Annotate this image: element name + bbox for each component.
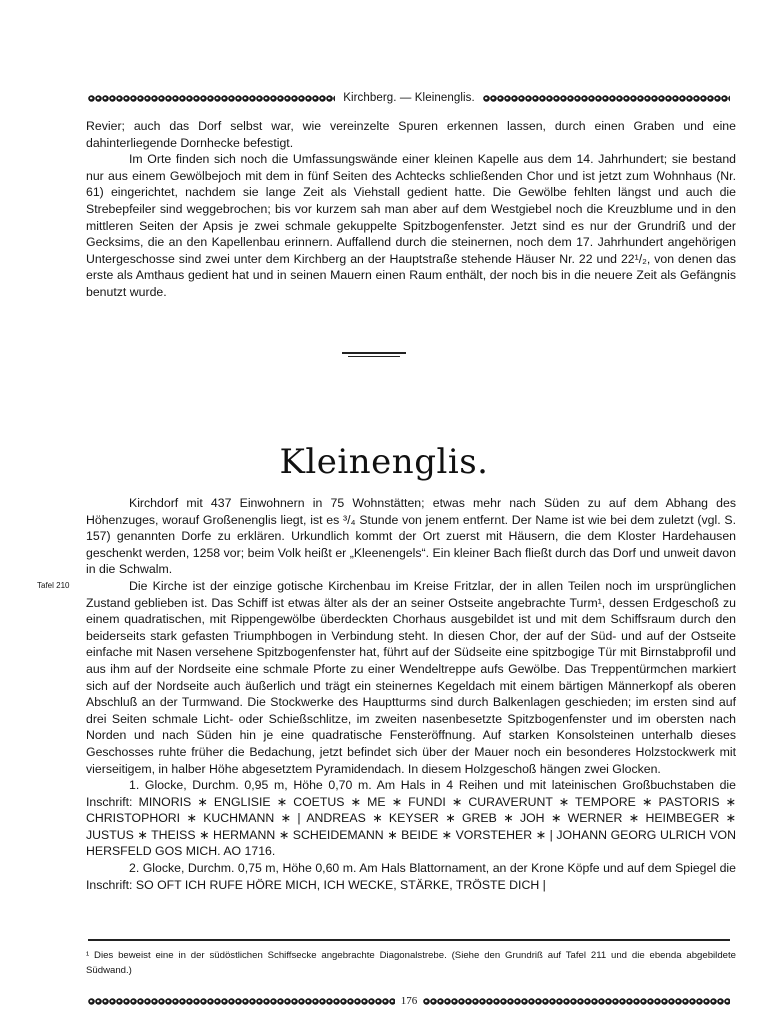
continued-paragraph: Revier; auch das Dorf selbst war, wie vereinzelte Spuren erkennen lassen, durch einen Graben und eine dahinterliegende Dornhecke befestigt. (86, 119, 736, 150)
footer-ornament-left (88, 997, 395, 1006)
page-footer (88, 992, 730, 1010)
section-title: Kleinenglis. (279, 441, 489, 482)
footer-ornament-right (423, 997, 730, 1006)
footnote-rule (88, 939, 730, 941)
intro-paragraph: Kirchdorf mit 437 Einwohnern in 75 Wohnstätten; etwas mehr nach Süden zu auf dem Abhang des Höhenzuges, worauf Großenenglis liegt, ist es ³/₄ Stunde von jenem entfernt. Der Name ist wie bei dem zuletzt (vgl. S. 157) genannten Dorfe zu erklären. Urkundlich kommt der Ort zuerst mit Häusern, die dem Kloster Hardehausen geschenkt werden, 1258 vor; beim Volk heißt er „Kleenengels“. Ein kleiner Bach fließt durch das Dorf und unweit davon in die Schwalm. (86, 496, 736, 577)
section-divider (342, 352, 406, 359)
footnote: ¹ Dies beweist eine in der südöstlichen Schiffsecke angebrachte Diagonalstrebe. (Siehe den Grundriß auf Tafel 211 und die ebenda abgebildete Südwand.) (86, 950, 736, 976)
page-number: 176 (400, 995, 418, 1007)
main-text-block (86, 495, 736, 893)
bell-2-paragraph: 2. Glocke, Durchm. 0,75 m, Höhe 0,60 m. Am Hals Blattornament, an der Krone Köpfe und auf dem Spiegel die Inschrift: SO OFT ICH RUFE HÖRE MICH, ICH WECKE, STÄRKE, TRÖSTE DICH | (86, 861, 736, 892)
top-text-block (86, 118, 736, 301)
church-paragraph: Die Kirche ist der einzige gotische Kirchenbau im Kreise Fritzlar, der in allen Teilen noch im ursprünglichen Zustand geblieben ist. Das Schiff ist etwas älter als der an seiner Ostseite angebrachte Turm¹, dessen Erdgeschoß zu einem quadratischen, mit Rippengewölbe überdeckten Chorhaus ausgebildet ist und mit dem Schiffsraum durch den beiderseits stark gefasten Triumphbogen in Verbindung steht. In diesen Chor, der auf der Süd- und auf der Ostseite einfache mit Nasen versehene Spitzbogenfenster hat, führt auf der Südseite eine spitzbogige Tür mit Birnstabprofil und aus ihm auf der Nordseite eine schmale Pforte zu einer Wendeltreppe aufs Gewölbe. Das Treppentürmchen markiert sich auf der Nordseite auch äußerlich und trägt ein steinernes Kegeldach mit einem bärtigen Männerkopf als oberen Abschluß an der Turmwand. Die Stockwerke des Hauptturms sind durch Balkenlagen geschieden; im ersten sind auf drei Seiten schmale Licht- oder Schießschlitze, im zweiten nasenbesetzte Spitzbogenfenster und im obersten nach Norden und nach Süden hin je eine quadratische Fensteröffnung. Auf starken Konsolsteinen unterhalb dieses Geschosses ruhte früher die Bedachung, jetzt befindet sich über der Mauer noch ein besonderes Holzstockwerk mit vierseitigem, in halber Höhe abgesetztem Pyramidendach. In diesem Holzgeschoß hängen zwei Glocken. (86, 578, 736, 776)
bell-1-paragraph: 1. Glocke, Durchm. 0,95 m, Höhe 0,70 m. Am Hals in 4 Reihen und mit lateinischen Großbuchstaben die Inschrift: MINORIS ∗ ENGLISIE ∗ COETUS ∗ ME ∗ FUNDI ∗ CURAVERUNT ∗ TEMPORE ∗ PASTORIS ∗ CHRISTOPHORI ∗ KUCHMANN ∗ | ANDREAS ∗ KEYSER ∗ GREB ∗ JOH ∗ WERNER ∗ HEIMBEGER ∗ JUSTUS ∗ THEISS ∗ HERMANN ∗ SCHEIDEMANN ∗ BEIDE ∗ VORSTEHER ∗ | JOHANN GEORG ULRICH VON HERSFELD GOS MICH. AO 1716. (86, 778, 736, 859)
chapel-paragraph: Im Orte finden sich noch die Umfassungswände einer kleinen Kapelle aus dem 14. Jahrhundert; sie bestand nur aus einem Gewölbejoch mit dem in fünf Seiten des Achtecks schließenden Chor und ist jetzt zum Wohnhaus (Nr. 61) eingerichtet, nachdem sie lange Zeit als Viehstall gedient hatte. Die Gewölbe fehlten längst und auch die Strebepfeiler sind weggebrochen; bis vor kurzem sah man aber auf dem Westgiebel noch die Kreuzblume und in den mittleren Seiten der Apsis je zwei schmale gekuppelte Spitzbogenfenster. Jetzt sind es nur der Grundriß und der Gecksims, die an den Kapellenbau erinnern. Auffallend durch die steinernen, noch dem 17. Jahrhundert angehörigen Untergeschosse sind zwei unter dem Kirchberg an der Hauptstraße stehende Häuser Nr. 22 und 22¹/₂, von denen das erste als Amthaus gedient hat und in seinen Mauern einen Raum enthält, der noch bis in die neuere Zeit als Gefängnis benutzt wurde. (86, 152, 736, 299)
running-header (88, 88, 730, 108)
running-title: Kirchberg. — Kleinenglis. (343, 92, 475, 104)
margin-plate-reference: Tafel 210 (37, 581, 70, 590)
header-ornament-right (483, 94, 730, 103)
header-ornament-left (88, 94, 335, 103)
